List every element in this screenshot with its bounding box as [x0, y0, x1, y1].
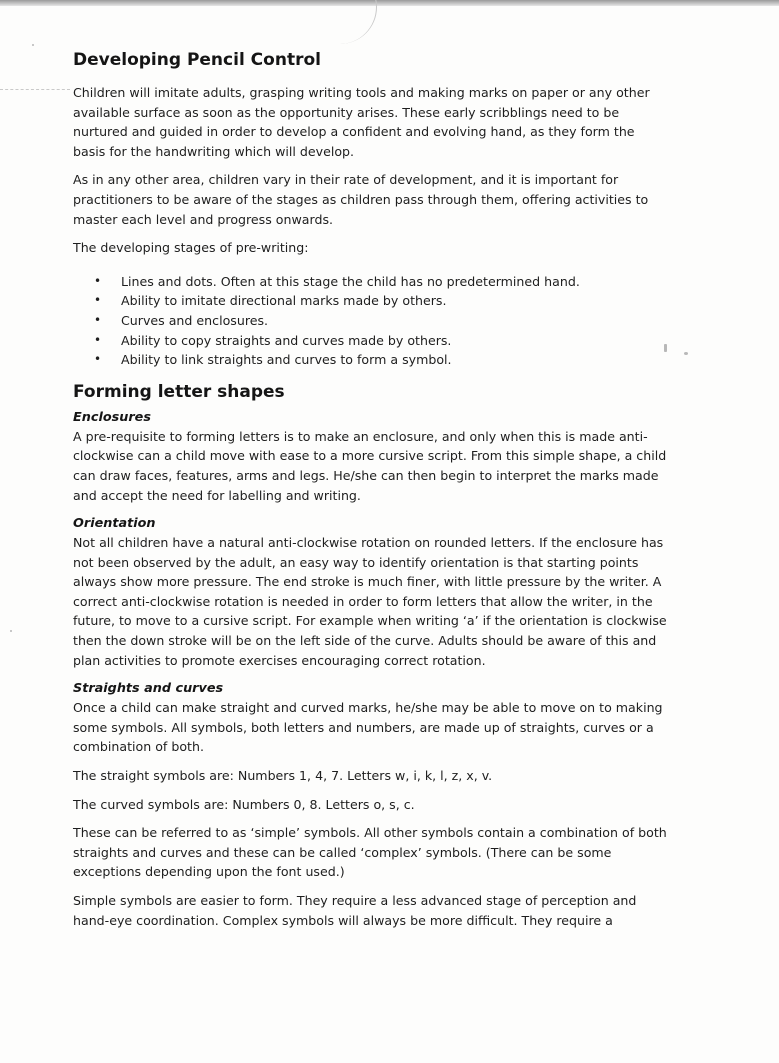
scan-speck: [684, 352, 688, 355]
bullet-icon: •: [94, 293, 102, 308]
paragraph-straight-symbols: The straight symbols are: Numbers 1, 4, 7. Letters w, i, k, l, z, x, v.: [73, 768, 493, 784]
bullet-icon: •: [94, 332, 102, 347]
paragraph-simple-easier: Simple symbols are easier to form. They require a less advanced stage of perception and hand-eye coordination. Complex symbols will always be more difficult. They require a: [73, 893, 637, 928]
list-item: • Ability to imitate directional marks made by others.: [73, 291, 668, 311]
paragraph-intro: Children will imitate adults, grasping writing tools and making marks on paper or any other available surface as soon as the opportunity arises. These early scribblings need to be nurtured and guided in order to develop a confident and evolving hand, as they form the basis for the handwriting which will develop.: [73, 85, 650, 159]
paragraph-stages-intro: The developing stages of pre-writing:: [73, 240, 309, 256]
scan-artifact-dash: [0, 89, 70, 90]
scan-speck: [32, 44, 34, 46]
bullet-icon: •: [94, 352, 102, 367]
paragraph-simple-complex: These can be referred to as ‘simple’ symbols. All other symbols contain a combination of both straights and curves and these can be called ‘complex’ symbols. (There can be some exceptions depending upon the font used.): [73, 825, 667, 880]
bullet-icon: •: [94, 312, 102, 327]
list-item: • Lines and dots. Often at this stage the child has no predetermined hand.: [73, 272, 668, 292]
list-item: • Ability to copy straights and curves made by others.: [73, 331, 668, 351]
list-item: • Ability to link straights and curves to form a symbol.: [73, 350, 668, 370]
document-body: [73, 48, 668, 939]
subheading-orientation: Orientation: [73, 516, 156, 532]
subheading-straights-curves: Straights and curves: [73, 681, 224, 697]
subheading-enclosures: Enclosures: [73, 409, 151, 425]
paragraph-orientation: Not all children have a natural anti-clockwise rotation on rounded letters. If the enclosure has not been observed by the adult, an easy way to identify orientation is that starting points always show more pressure. The end stroke is much finer, with little pressure by the writer. A correct anti-clockwise rotation is needed in order to form letters that allow the writer, in the future, to move to a cursive script. For example when writing ‘a’ if the orientation is clockwise then the down stroke will be on the left side of the curve. Adults should be aware of this and plan activities to promote exercises encouraging correct rotation.: [73, 535, 667, 668]
paragraph-development: As in any other area, children vary in their rate of development, and it is important for practitioners to be aware of the stages as children pass through them, offering activities to master each level and progress onwards.: [73, 172, 649, 227]
scan-edge-shadow: [0, 0, 779, 6]
scan-speck: [10, 630, 12, 632]
paragraph-enclosures: A pre-requisite to forming letters is to make an enclosure, and only when this is made anti-clockwise can a child move with ease to a more cursive script. From this simple shape, a child can draw faces, features, arms and legs. He/she can then begin to interpret the marks made and accept the need for labelling and writing.: [73, 428, 667, 503]
list-item: • Curves and enclosures.: [73, 311, 668, 331]
section-title-pencil-control: Developing Pencil Control: [73, 50, 321, 70]
section-title-letter-shapes: Forming letter shapes: [73, 381, 285, 402]
stages-list: [73, 272, 668, 370]
paragraph-curved-symbols: The curved symbols are: Numbers 0, 8. Letters o, s, c.: [73, 796, 415, 812]
bullet-icon: •: [94, 273, 102, 288]
scan-artifact-arc: [300, 0, 377, 44]
paragraph-straights-curves: Once a child can make straight and curved marks, he/she may be able to move on to making some symbols. All symbols, both letters and numbers, are made up of straights, curves or a combination of both.: [73, 700, 663, 755]
